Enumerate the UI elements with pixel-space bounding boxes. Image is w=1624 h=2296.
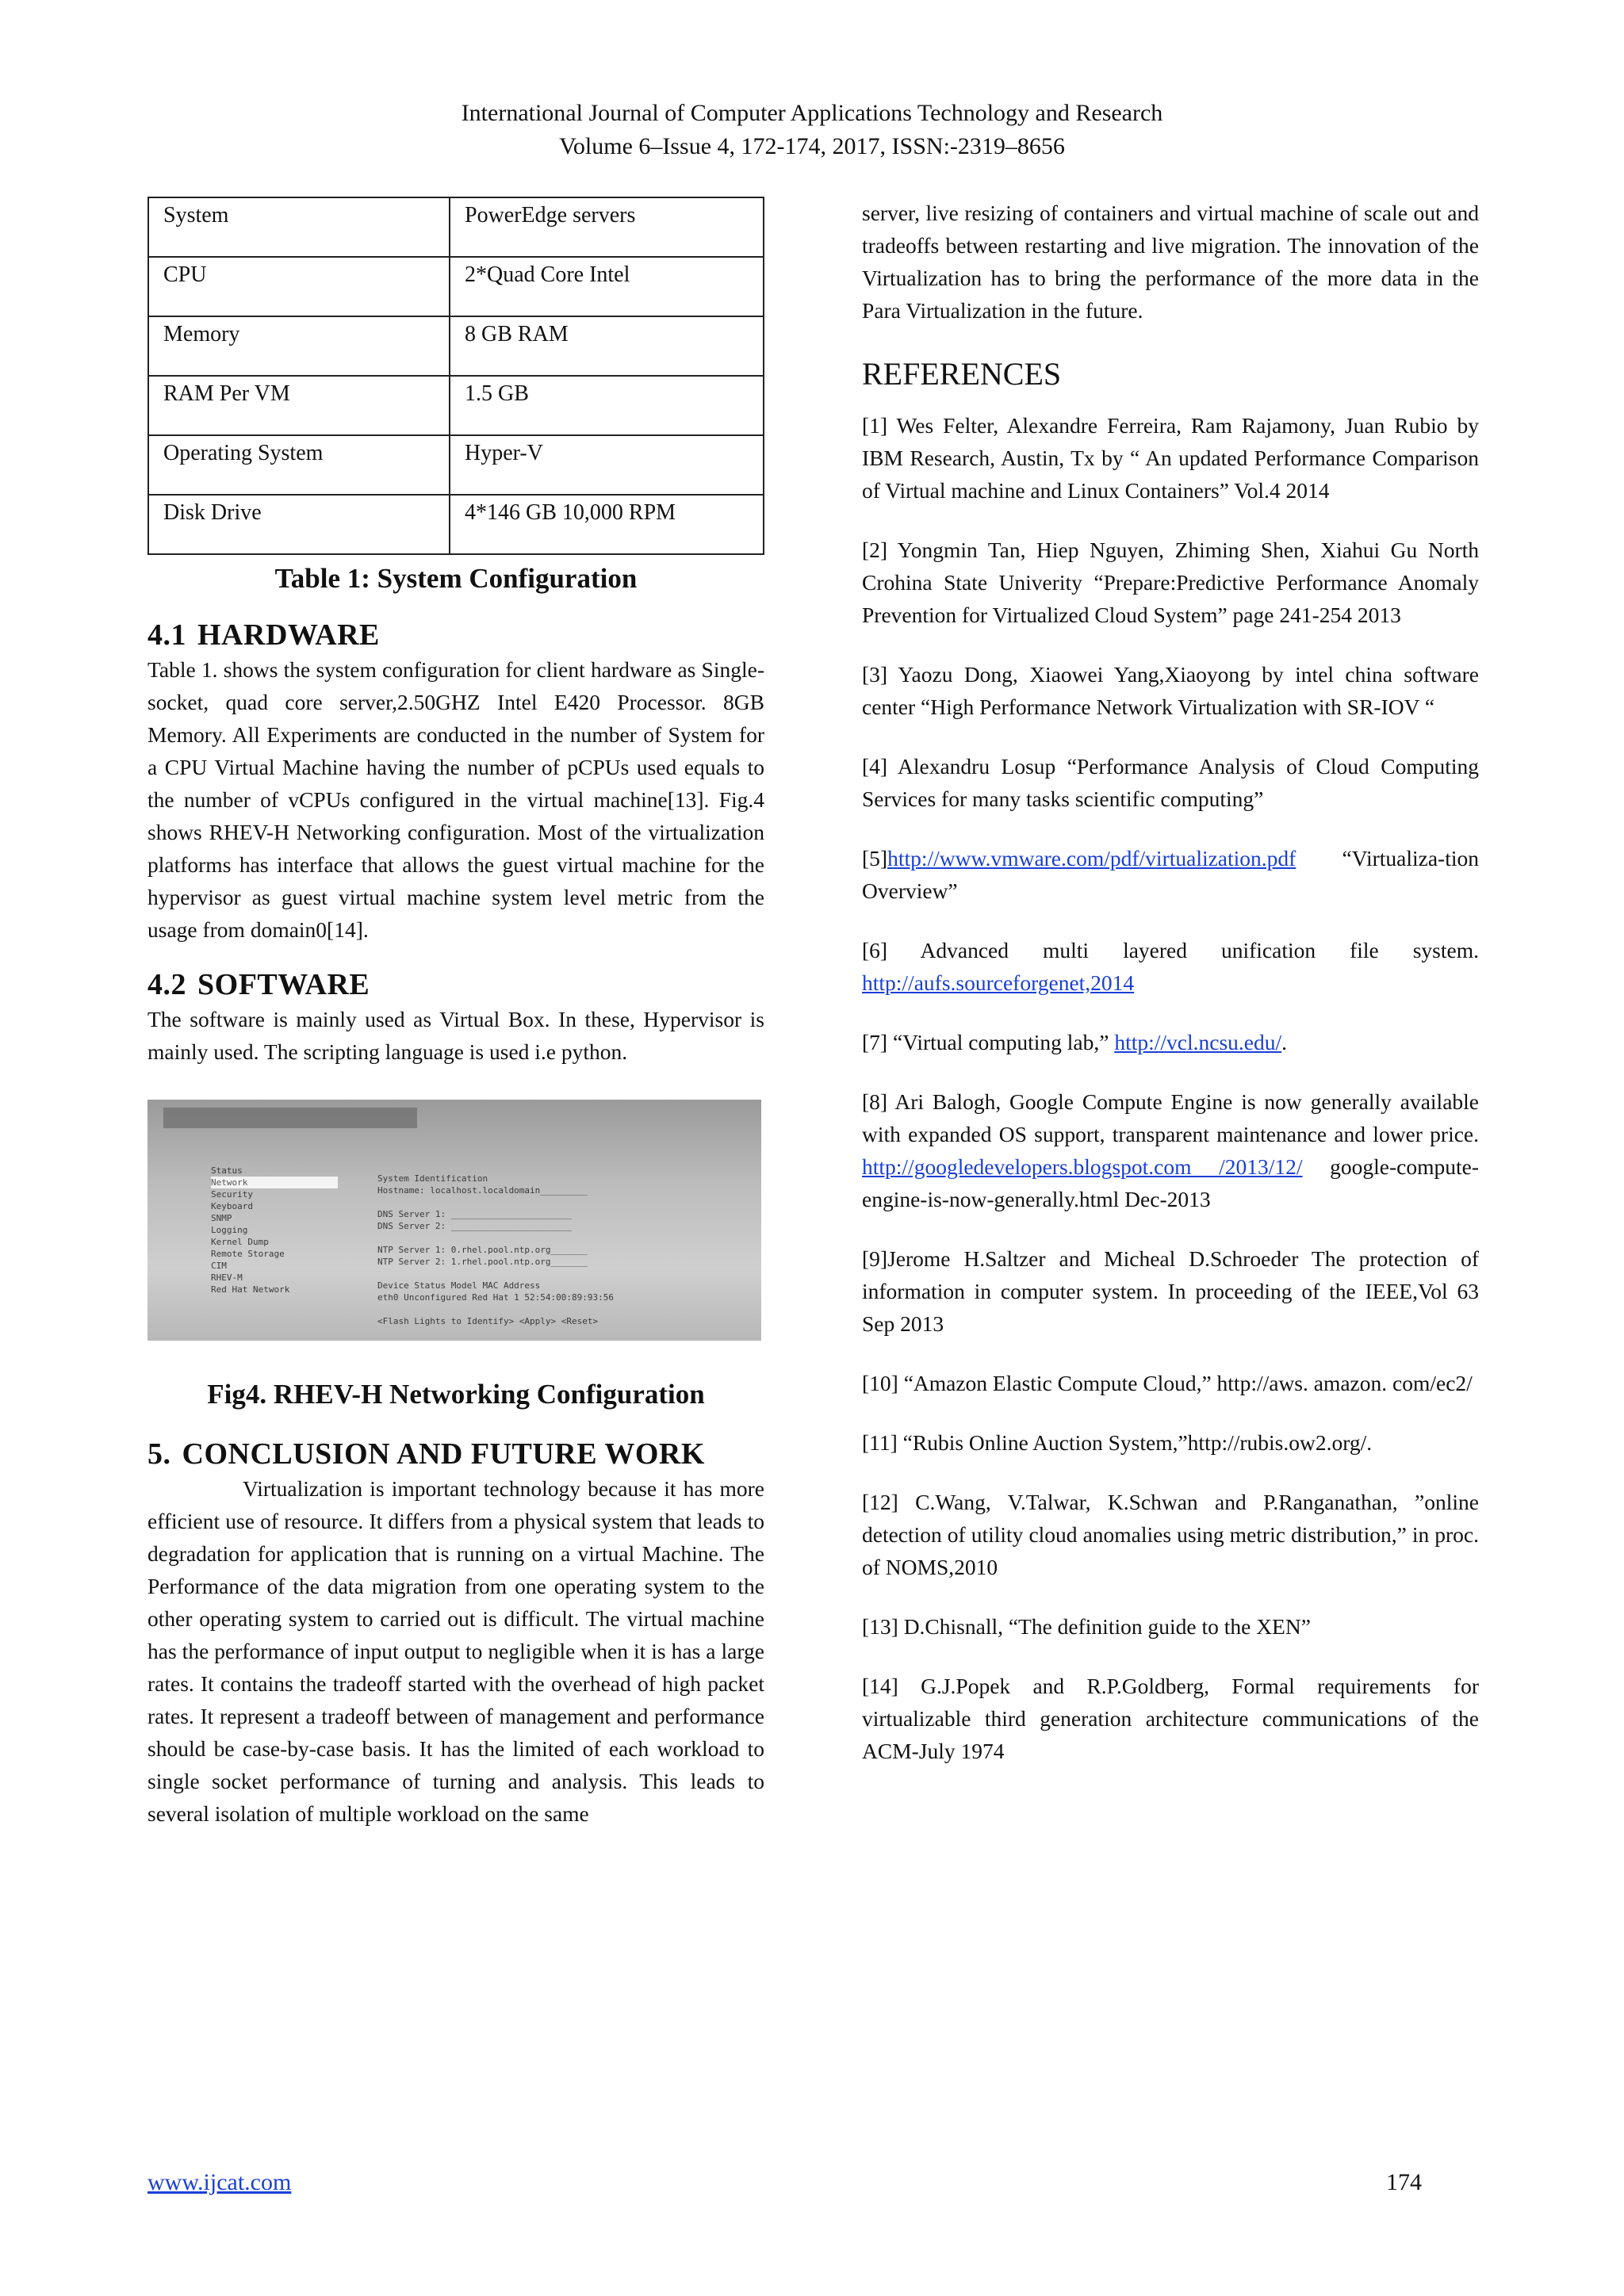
reference-5: [5]http://www.vmware.com/pdf/virtualization.pdf “Virtualiza-tion Overview” <box>862 846 1479 903</box>
reference-5-link[interactable]: http://www.vmware.com/pdf/virtualization.pdf <box>887 846 1297 871</box>
table-cell-parameter: RAM Per VM <box>148 376 450 435</box>
screen-menu-item: Keyboard <box>211 1201 253 1211</box>
screen-content-line <box>377 1268 758 1280</box>
table-cell-value: 4*146 GB 10,000 RPM <box>450 495 764 554</box>
table-cell-parameter: Operating System <box>148 435 450 495</box>
reference-1: [1] Wes Felter, Alexandre Ferreira, Ram Rajamony, Juan Rubio by IBM Research, Austin, Tx by “ An updated Performance Comparison of Virtual machine and Linux Containers” Vol.4 2014 <box>862 413 1479 503</box>
footer-website-link[interactable]: www.ijcat.com <box>147 2169 292 2195</box>
system-config-table <box>147 197 764 555</box>
screen-menu-item: Red Hat Network <box>211 1284 290 1295</box>
journal-title: International Journal of Computer Applications Technology and Research <box>461 100 1163 126</box>
section-number: 4.2 <box>147 968 186 1001</box>
reference-10: [10] “Amazon Elastic Compute Cloud,” http://aws. amazon. com/ec2/ <box>862 1371 1473 1395</box>
section-title: CONCLUSION AND FUTURE WORK <box>182 1437 705 1471</box>
screen-content-line: eth0 Unconfigured Red Hat 1 52:54:00:89:93:56 <box>377 1292 615 1303</box>
screen-content-line: DNS Server 1: _______________________ <box>377 1209 573 1219</box>
screen-content-line <box>377 1232 758 1244</box>
figure-caption: Fig4. RHEV-H Networking Configuration <box>207 1379 705 1410</box>
software-paragraph: The software is mainly used as Virtual Box. In these, Hypervisor is mainly used. The scripting language is used i.e python. <box>147 1007 764 1064</box>
screen-menu-item: RHEV-M <box>211 1272 243 1283</box>
screen-content-line: Device Status Model MAC Address <box>377 1280 541 1291</box>
screen-menu-item: Security <box>211 1189 253 1200</box>
screen-menu <box>211 1165 338 1295</box>
reference-8: [8] Ari Balogh, Google Compute Engine is now generally available with expanded OS support, transparent maintenance and lower price. http://googledevelopers.blogspot.com /2013/12/ google-compute-engine-is-now-generally.html Dec-2013 <box>862 1089 1479 1211</box>
table-cell-parameter: Disk Drive <box>148 495 450 554</box>
left-column <box>147 197 764 1830</box>
screen-menu-item: Network <box>211 1177 338 1188</box>
screen-buttons: <Flash Lights to Identify> <Apply> <Reset> <box>377 1316 599 1326</box>
section-title: SOFTWARE <box>197 968 370 1001</box>
table-cell-parameter: System <box>148 197 450 257</box>
screen-menu-item: Remote Storage <box>211 1249 285 1259</box>
page-number: 174 <box>1386 2169 1422 2195</box>
screen-menu-item: Status <box>211 1165 243 1176</box>
table-caption: Table 1: System Configuration <box>274 563 638 594</box>
table-cell-parameter: Memory <box>148 316 450 376</box>
hardware-paragraph: Table 1. shows the system configuration for client hardware as Single-socket, quad core server,2.50GHZ Intel E420 Processor. 8GB Memory. All Experiments are conducted in the number of System for a CPU Virtual Machine having the number of pCPUs used equals to the number of vCPUs configured in the virtual machine[13]. Fig.4 shows RHEV-H Networking configuration. Most of the virtualization platforms has interface that allows the guest virtual machine for the hypervisor as guest virtual machine system level metric from the usage from domain0[14]. <box>147 657 764 942</box>
section-title: HARDWARE <box>197 618 380 652</box>
reference-13: [13] D.Chisnall, “The definition guide to the XEN” <box>862 1614 1311 1639</box>
table-cell-value: Hyper-V <box>450 435 764 495</box>
reference-14: [14] G.J.Popek and R.P.Goldberg, Formal requirements for virtualizable third generation architecture communications of the ACM-July 1974 <box>862 1674 1479 1763</box>
reference-12: [12] C.Wang, V.Talwar, K.Schwan and P.Ranganathan, ”online detection of utility cloud anomalies using metric distribution,” in proc. of NOMS,2010 <box>862 1490 1479 1579</box>
table-cell-value: 8 GB RAM <box>450 316 764 376</box>
reference-11: [11] “Rubis Online Auction System,”http://rubis.ow2.org/. <box>862 1430 1373 1455</box>
screen-content-line: Hostname: localhost.localdomain_________ <box>377 1185 588 1196</box>
screen-text <box>179 1117 734 1325</box>
reference-9: [9]Jerome H.Saltzer and Micheal D.Schroeder The protection of information in computer system. In proceeding of the IEEE,Vol 63 Sep 2013 <box>862 1246 1479 1336</box>
conclusion-continued: server, live resizing of containers and virtual machine of scale out and tradeoffs between restarting and live migration. The innovation of the Virtualization has to bring the performance of the more data in the Para Virtualization in the future. <box>862 201 1479 323</box>
screen-content-line: NTP Server 1: 0.rhel.pool.ntp.org_______ <box>377 1245 588 1255</box>
table-cell-value: PowerEdge servers <box>450 197 764 257</box>
screen-menu-item: Logging <box>211 1225 248 1235</box>
section-software-heading <box>147 966 764 1003</box>
screen-menu-item: CIM <box>211 1261 227 1271</box>
table-row <box>148 316 764 376</box>
section-conclusion-heading <box>147 1436 764 1472</box>
reference-6: [6] Advanced multi layered unification file system. http://aufs.sourceforgenet,2014 <box>862 938 1479 995</box>
reference-2: [2] Yongmin Tan, Hiep Nguyen, Zhiming Shen, Xiahui Gu North Crohina State Univerity “Prepare:Predictive Performance Anomaly Prevention for Virtualized Cloud System” page 241-254 2013 <box>862 538 1479 627</box>
figure-rhev-screen-photo <box>147 1100 761 1341</box>
table-cell-value: 1.5 GB <box>450 376 764 435</box>
table-row <box>148 197 764 257</box>
table-row <box>148 435 764 495</box>
table-cell-value: 2*Quad Core Intel <box>450 257 764 316</box>
section-hardware-heading <box>147 617 764 653</box>
table-row <box>148 257 764 316</box>
screen-menu-item: SNMP <box>211 1213 232 1223</box>
conclusion-paragraph: Virtualization is important technology because it has more efficient use of resource. It differs from a physical system that leads to degradation for application that is running on a virtual Machine. The Performance of the data migration from one operating system to the other operating system to carried out is difficult. The virtual machine has the performance of input output to negligible when it is has a large rates. It contains the tradeoff started with the overhead of high packet rates. It represent a tradeoff between of management and performance should be case-by-case basis. It has the limited of each workload to single socket performance of turning and analysis. This leads to several isolation of multiple workload on the same <box>147 1476 764 1826</box>
screen-content-line: NTP Server 2: 1.rhel.pool.ntp.org_______ <box>377 1257 588 1267</box>
table-row <box>148 495 764 554</box>
reference-3: [3] Yaozu Dong, Xiaowei Yang,Xiaoyong by intel china software center “High Performance Network Virtualization with SR-IOV “ <box>862 662 1479 719</box>
journal-volume: Volume 6–Issue 4, 172-174, 2017, ISSN:-2319–8656 <box>559 133 1065 159</box>
screen-content <box>377 1173 758 1303</box>
journal-header <box>0 97 1624 163</box>
reference-8-link[interactable]: http://googledevelopers.blogspot.com /2013/12/ <box>862 1154 1303 1179</box>
reference-6-link[interactable]: http://aufs.sourceforgenet,2014 <box>862 970 1135 995</box>
screen-content-line: DNS Server 2: _______________________ <box>377 1221 573 1231</box>
screen-menu-item: Kernel Dump <box>211 1237 269 1247</box>
right-column <box>862 197 1479 1794</box>
section-number: 5. <box>147 1437 171 1471</box>
table-cell-parameter: CPU <box>148 257 450 316</box>
screen-content-line <box>377 1196 758 1208</box>
reference-4: [4] Alexandru Losup “Performance Analysis of Cloud Computing Services for many tasks scientific computing” <box>862 754 1479 811</box>
section-number: 4.1 <box>147 618 186 652</box>
reference-7-link[interactable]: http://vcl.ncsu.edu/ <box>1114 1030 1282 1054</box>
screen-content-line: System Identification <box>377 1173 488 1184</box>
reference-7: [7] “Virtual computing lab,” http://vcl.ncsu.edu/. <box>862 1030 1288 1054</box>
table-row <box>148 376 764 435</box>
references-heading: REFERENCES <box>862 356 1062 392</box>
